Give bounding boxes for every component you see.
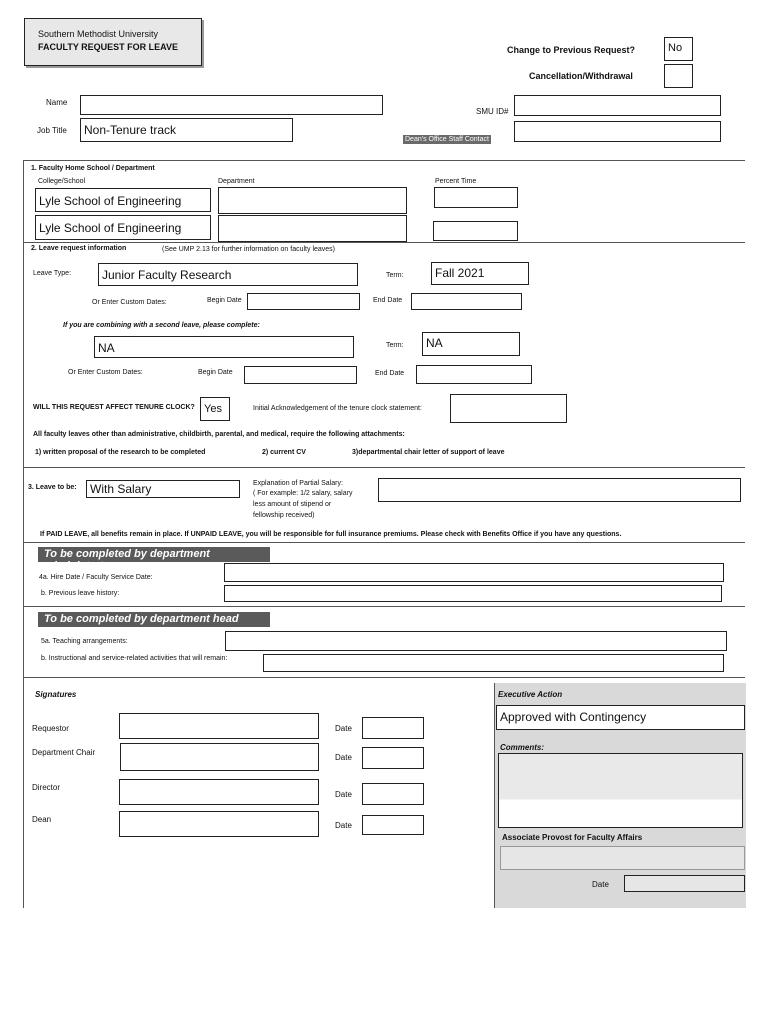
hire-date-field[interactable] [224,563,724,582]
form-header-box [24,18,202,66]
change-request-field[interactable]: No [664,37,693,61]
second-custom-dates-label: Or Enter Custom Dates: [68,369,143,376]
partial-salary-line-4: fellowship received) [253,512,315,519]
requestor-date-field[interactable] [362,717,424,739]
director-signature-field[interactable] [119,779,319,805]
dean-date-field[interactable] [362,815,424,835]
begin-date-label: Begin Date [207,297,242,304]
term-label: Term: [386,272,404,279]
custom-dates-label: Or Enter Custom Dates: [92,299,167,306]
col-percent-header: Percent Time [435,178,477,185]
director-date-field[interactable] [362,783,424,805]
tenure-ack-field[interactable] [450,394,567,423]
executive-action-title: Executive Action [498,690,563,699]
name-field[interactable] [80,95,383,115]
department-chair-date-label: Date [335,753,352,762]
second-term-label: Term: [386,342,404,349]
end-date-label: End Date [373,297,403,304]
smu-id-field[interactable] [514,95,721,116]
department-chair-date-field[interactable] [362,747,424,769]
begin-date-field[interactable] [247,293,360,310]
section2-note: (See UMP 2.13 for further information on faculty leaves) [162,246,336,253]
provost-field[interactable] [500,846,745,870]
job-title-label: Job Title [37,126,67,135]
change-request-label: Change to Previous Request? [507,45,636,55]
department-field-2[interactable] [218,215,407,242]
university-name: Southern Methodist University [38,29,159,39]
leave-type-label: Leave Type: [33,270,72,277]
dean-date-label: Date [335,821,352,830]
section1-top-rule [23,160,745,161]
second-leave-type-field[interactable]: NA [94,336,354,358]
percent-field-1[interactable] [434,187,518,208]
second-end-date-label: End Date [375,370,405,377]
percent-field-2[interactable] [433,221,518,241]
tenure-question: WILL THIS REQUEST AFFECT TENURE CLOCK? [33,404,195,411]
teaching-field[interactable] [225,631,727,651]
activities-label: b. Instructional and service-related activities that will remain: [41,655,228,662]
attachment-2: 2) current CV [262,449,306,456]
attachment-3: 3)departmental chair letter of support of leave [352,449,505,456]
tenure-ack-label: Initial Acknowledgement of the tenure clock statement: [253,405,422,412]
section1-title: 1. Faculty Home School / Department [31,165,155,172]
col-department-header: Department [218,178,255,185]
leave-history-label: b. Previous leave history: [41,590,120,597]
name-label: Name [46,98,68,107]
dean-label: Dean [32,815,52,824]
combining-label: If you are combining with a second leave, please complete: [63,322,260,329]
director-label: Director [32,783,61,792]
job-title-field[interactable]: Non-Tenure track [80,118,293,142]
department-field-1[interactable] [218,187,407,214]
second-term-field[interactable]: NA [422,332,520,356]
col-college-header: College/School [38,178,86,185]
second-begin-date-label: Begin Date [198,369,233,376]
partial-salary-line-1: Explanation of Partial Salary: [253,480,343,487]
form-title: FACULTY REQUEST FOR LEAVE [38,42,179,52]
section3-top-rule [23,467,745,468]
partial-salary-line-3: less amount of stipend or [253,501,332,508]
term-field[interactable]: Fall 2021 [431,262,529,285]
partial-salary-field[interactable] [378,478,741,502]
department-chair-label: Department Chair [32,748,96,757]
section5-header: To be completed by department head [38,612,270,627]
teaching-label: 5a. Teaching arrangements: [41,638,128,645]
provost-date-field[interactable] [624,875,745,892]
deans-contact-field[interactable] [514,121,721,142]
leave-to-be-label: 3. Leave to be: [28,484,77,491]
requestor-label: Requestor [32,724,69,733]
left-border [23,160,24,908]
section2-top-rule [23,242,745,243]
section4-header: To be completed by department administrator [38,547,270,562]
second-end-date-field[interactable] [416,365,532,384]
director-date-label: Date [335,790,352,799]
cancellation-field[interactable] [664,64,693,88]
department-chair-signature-field[interactable] [120,743,319,771]
leave-history-field[interactable] [224,585,722,602]
comments-label: Comments: [500,743,545,752]
dean-signature-field[interactable] [119,811,319,837]
tenure-field[interactable]: Yes [200,397,230,421]
activities-field[interactable] [263,654,724,672]
college-field-1[interactable]: Lyle School of Engineering [35,188,211,212]
attachments-note: All faculty leaves other than administrative, childbirth, parental, and medical, require the following attachments: [33,431,405,438]
section4-top-rule [23,542,745,543]
end-date-field[interactable] [411,293,522,310]
provost-date-label: Date [592,880,609,889]
signatures-title: Signatures [35,690,77,699]
partial-salary-line-2: ( For example: 1/2 salary, salary [253,490,353,497]
comments-field[interactable] [498,753,743,828]
requestor-date-label: Date [335,724,352,733]
signatures-top-rule [23,677,745,678]
deans-contact-label: Dean's Office Staff Contact [405,136,489,143]
hire-date-label: 4a. Hire Date / Faculty Service Date: [39,574,153,581]
provost-label: Associate Provost for Faculty Affairs [502,833,643,842]
paid-leave-note: If PAID LEAVE, all benefits remain in place. If UNPAID LEAVE, you will be responsible for full insurance premiums. Please check with Benefits Office if you have any questions. [40,531,622,538]
cancellation-label: Cancellation/Withdrawal [529,71,633,81]
second-begin-date-field[interactable] [244,366,357,384]
section2-title: 2. Leave request information [31,245,127,252]
section5-top-rule [23,606,745,607]
college-field-2[interactable]: Lyle School of Engineering [35,215,211,240]
requestor-signature-field[interactable] [119,713,319,739]
smu-id-label: SMU ID# [476,107,509,116]
leave-to-be-field[interactable]: With Salary [86,480,240,498]
leave-type-field[interactable]: Junior Faculty Research [98,263,358,286]
executive-action-field[interactable]: Approved with Contingency [496,705,745,730]
attachment-1: 1) written proposal of the research to be completed [35,449,206,456]
